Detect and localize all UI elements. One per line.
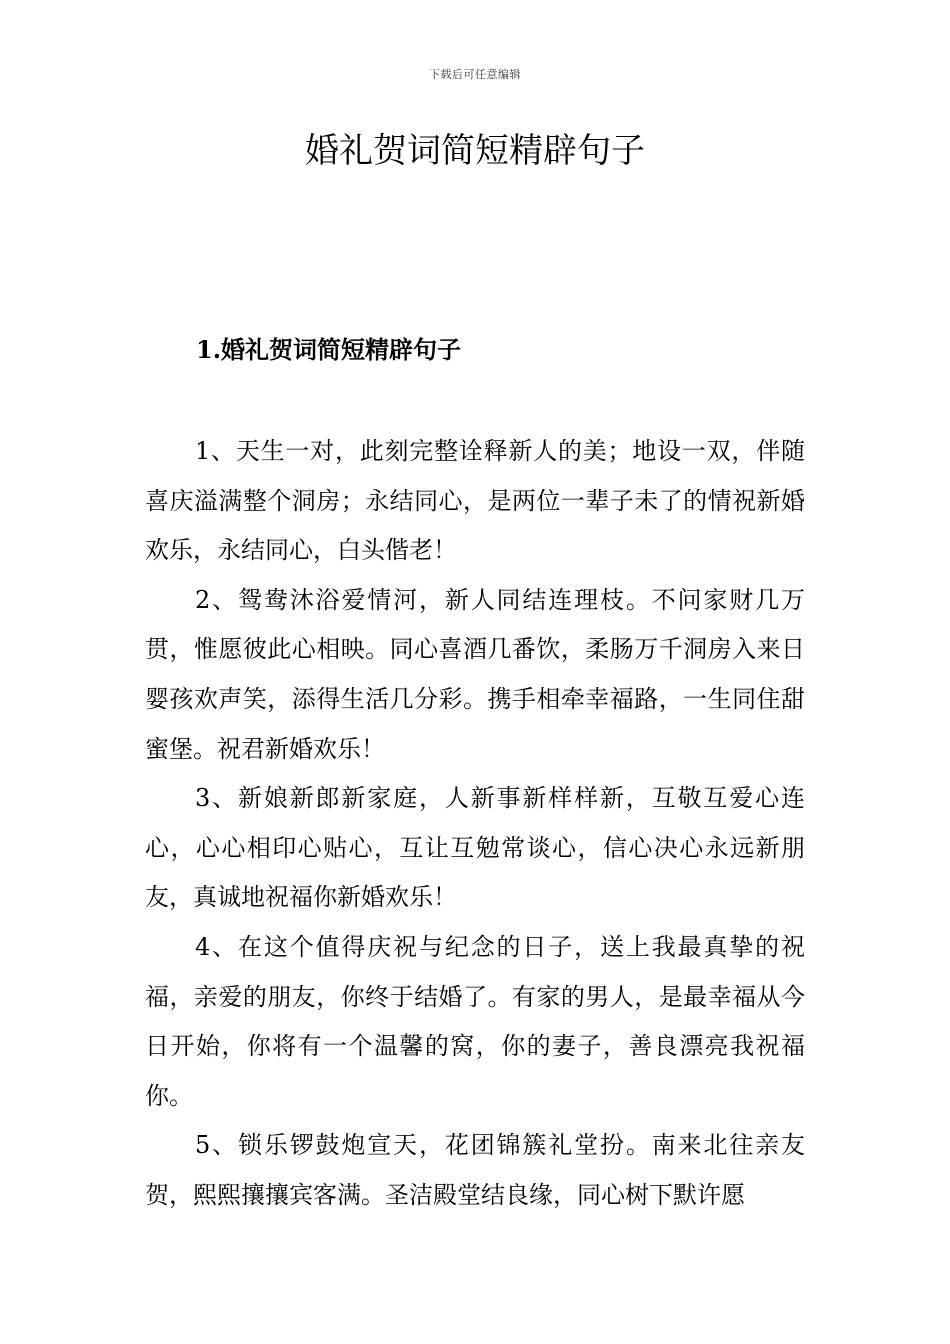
paragraph-2: 2、鸳鸯沐浴爱情河，新人同结连理枝。不问家财几万贯，惟愿彼此心相映。同心喜酒几番饮，柔肠万千洞房入来日婴孩欢声笑，添得生活几分彩。携手相牵幸福路，一生同住甜蜜堡。祝君新婚欢乐！ (145, 585, 805, 763)
header-note: 下载后可任意编辑 (429, 68, 521, 81)
paragraph-4: 4、在这个值得庆祝与纪念的日子，送上我最真挚的祝福，亲爱的朋友，你终于结婚了。有家的男人，是最幸福从今日开始，你将有一个温馨的窝，你的妻子，善良漂亮我祝福你。 (145, 932, 805, 1110)
paragraph-5: 5、锁乐锣鼓炮宣天，花团锦簇礼堂扮。南来北往亲友贺，熙熙攘攘宾客满。圣洁殿堂结良缘，同心树下默许愿 (145, 1131, 805, 1209)
document-title: 婚礼贺词简短精辟句子 (305, 131, 645, 171)
paragraph-3: 3、新娘新郎新家庭，人新事新样样新，互敬互爱心连心，心心相印心贴心，互让互勉常谈心，信心决心永远新朋友，真诚地祝福你新婚欢乐！ (145, 784, 805, 912)
body-text (145, 427, 805, 1221)
section-heading: 1.婚礼贺词简短精辟句子 (196, 335, 462, 364)
paragraph-1: 1、天生一对，此刻完整诠释新人的美；地设一双，伴随喜庆溢满整个洞房；永结同心，是两位一辈子未了的情祝新婚欢乐，永结同心，白头偕老！ (145, 437, 805, 565)
